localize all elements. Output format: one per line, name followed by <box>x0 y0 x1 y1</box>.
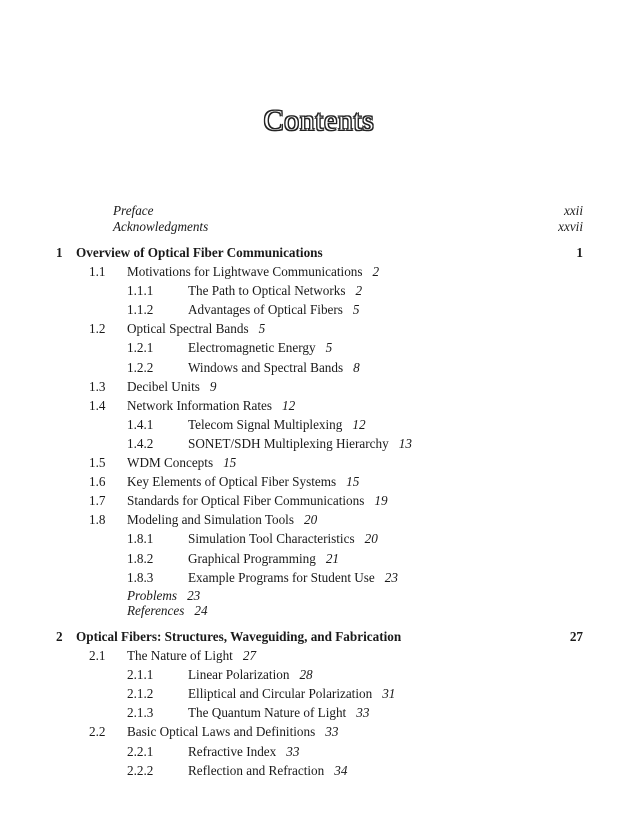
toc-entry-page: 5 <box>258 321 266 337</box>
toc-entry-page: 15 <box>346 474 360 490</box>
toc-entry-number: 2.2 <box>89 724 106 740</box>
toc-chapter-2[interactable] <box>0 629 638 647</box>
toc-entry[interactable] <box>0 340 638 358</box>
toc-label: References <box>127 603 185 618</box>
toc-entry-page: 15 <box>223 455 237 470</box>
toc-entry-page: 33 <box>356 705 370 721</box>
toc-entry-title: Reflection and Refraction <box>188 762 325 778</box>
toc-entry-page: 23 <box>384 569 398 585</box>
toc-entry[interactable] <box>0 705 638 723</box>
toc-entry-number: 2.2.2 <box>127 762 154 778</box>
toc-entry-title: Basic Optical Laws and Definitions <box>127 724 316 740</box>
toc-entry-number: 1.4.2 <box>127 435 154 451</box>
toc-entry-number: 1.8.2 <box>127 550 154 566</box>
toc-entry-page: 12 <box>352 416 366 432</box>
toc-entry[interactable] <box>0 744 638 762</box>
toc-entry-number: 2.1.1 <box>127 667 154 683</box>
toc-entry-number: 1.2 <box>89 321 106 337</box>
toc-entry-page: 33 <box>286 743 300 759</box>
toc-entry-number: 1.6 <box>89 474 106 490</box>
toc-entry-title: Refractive Index <box>188 743 277 759</box>
toc-entry-title: Optical Spectral Bands <box>127 321 249 337</box>
chapter-title: Overview of Optical Fiber Communications <box>76 245 323 260</box>
toc-entry-title: Linear Polarization <box>188 667 290 683</box>
toc-entry-title: Decibel Units <box>127 378 200 394</box>
toc-entry[interactable] <box>0 570 638 588</box>
toc-entry-title: Telecom Signal Multiplexing <box>188 416 343 432</box>
toc-entry-title: Motivations for Lightwave Communications <box>127 264 363 279</box>
toc-entry-number: 1.7 <box>89 493 106 509</box>
toc-entry[interactable] <box>0 398 638 416</box>
toc-entry-number: 1.4.1 <box>127 416 154 432</box>
toc-entry[interactable] <box>0 455 638 473</box>
toc-entry-number: 2.2.1 <box>127 743 154 759</box>
toc-entry-title: SONET/SDH Multiplexing Hierarchy <box>188 435 389 451</box>
toc-entry[interactable] <box>0 302 638 320</box>
toc-entry-title: Key Elements of Optical Fiber Systems <box>127 474 337 490</box>
toc-entry[interactable] <box>0 531 638 549</box>
toc-entry-title: Simulation Tool Characteristics <box>188 531 355 547</box>
toc-entry[interactable] <box>0 417 638 435</box>
toc-entry[interactable] <box>0 686 638 704</box>
toc-entry-title: The Path to Optical Networks <box>188 283 346 299</box>
toc-entry-title: Standards for Optical Fiber Communications <box>127 493 365 509</box>
toc-entry-title: Electromagnetic Energy <box>188 340 316 356</box>
toc-entry-title: Modeling and Simulation Tools <box>127 512 294 528</box>
toc-entry[interactable] <box>0 512 638 530</box>
toc-entry[interactable] <box>0 360 638 378</box>
toc-entry-number: 1.2.2 <box>127 359 154 375</box>
toc-label: Acknowledgments <box>113 219 209 234</box>
toc-entry-page: 27 <box>242 648 257 663</box>
toc-entry-title: The Quantum Nature of Light <box>188 705 347 721</box>
toc-entry-number: 1.4 <box>89 397 106 413</box>
toc-entry[interactable] <box>0 724 638 742</box>
toc-entry[interactable] <box>0 321 638 339</box>
toc-entry-page: 2 <box>372 264 380 279</box>
toc-entry-number: 1.2.1 <box>127 340 154 356</box>
toc-entry-page: 5 <box>325 340 333 356</box>
toc-entry-title: The Nature of Light <box>127 648 233 663</box>
toc-entry-title: WDM Concepts <box>127 455 214 470</box>
toc-entry-number: 2.1 <box>89 648 106 663</box>
chapter-number: 1 <box>56 245 63 260</box>
toc-page: xxvii <box>558 219 583 234</box>
toc-entry-page: 2 <box>355 283 363 299</box>
toc-entry-page: 28 <box>299 667 313 683</box>
toc-references[interactable] <box>0 603 638 621</box>
toc-entry-title: Windows and Spectral Bands <box>188 359 344 375</box>
toc-entry[interactable] <box>0 264 638 282</box>
toc-entry-title: Elliptical and Circular Polarization <box>188 686 373 702</box>
toc-entry-page: 34 <box>334 762 348 778</box>
toc-entry[interactable] <box>0 763 638 781</box>
toc-entry-page: 20 <box>364 531 378 547</box>
toc-entry-page: 5 <box>352 302 360 318</box>
toc-entry-page: 9 <box>209 378 217 394</box>
toc-page: 23 <box>187 588 201 603</box>
chapter-page: 27 <box>569 629 583 644</box>
toc-entry-number: 2.1.2 <box>127 686 154 702</box>
toc-entry-number: 1.8.1 <box>127 531 154 547</box>
toc-label: Preface <box>113 203 154 218</box>
toc-entry[interactable] <box>0 283 638 301</box>
toc-entry-page: 8 <box>353 359 360 375</box>
toc-entry-number: 1.3 <box>89 378 106 394</box>
chapter-page: 1 <box>576 245 583 260</box>
toc-entry[interactable] <box>0 474 638 492</box>
toc-entry-page: 12 <box>282 397 296 413</box>
toc-entry[interactable] <box>0 551 638 569</box>
page-title: Contents <box>263 104 375 137</box>
toc-entry[interactable] <box>0 493 638 511</box>
toc-front-acknowledgments[interactable] <box>0 219 638 237</box>
toc-page: 24 <box>194 603 208 618</box>
toc-entry[interactable] <box>0 436 638 454</box>
toc-entry-number: 1.8.3 <box>127 569 154 585</box>
toc-entry[interactable] <box>0 667 638 685</box>
toc-entry-number: 1.1.1 <box>127 283 154 299</box>
toc-entry-page: 13 <box>398 435 412 451</box>
toc-page: xxii <box>563 203 583 218</box>
toc-entry-title: Advantages of Optical Fibers <box>188 302 343 318</box>
chapter-number: 2 <box>56 629 63 644</box>
toc-entry-number: 1.5 <box>89 455 106 470</box>
toc-entry-title: Network Information Rates <box>127 397 273 413</box>
toc-label: Problems <box>127 588 178 603</box>
toc-entry[interactable] <box>0 648 638 666</box>
chapter-title: Optical Fibers: Structures, Waveguiding, and Fabrication <box>76 629 402 644</box>
toc-entry[interactable] <box>0 379 638 397</box>
toc-entry-page: 31 <box>382 686 396 702</box>
toc-entry-number: 2.1.3 <box>127 705 154 721</box>
toc-entry-page: 20 <box>303 512 318 528</box>
toc-chapter-1[interactable] <box>0 245 638 263</box>
toc-entry-title: Example Programs for Student Use <box>188 569 375 585</box>
toc-entry-page: 21 <box>325 550 339 566</box>
toc-entry-page: 33 <box>325 724 339 740</box>
toc-entry-page: 19 <box>374 493 388 509</box>
toc-entry-number: 1.1 <box>89 264 106 279</box>
toc-entry-title: Graphical Programming <box>188 550 316 566</box>
toc-entry-number: 1.1.2 <box>127 302 154 318</box>
toc-entry-number: 1.8 <box>89 512 106 528</box>
